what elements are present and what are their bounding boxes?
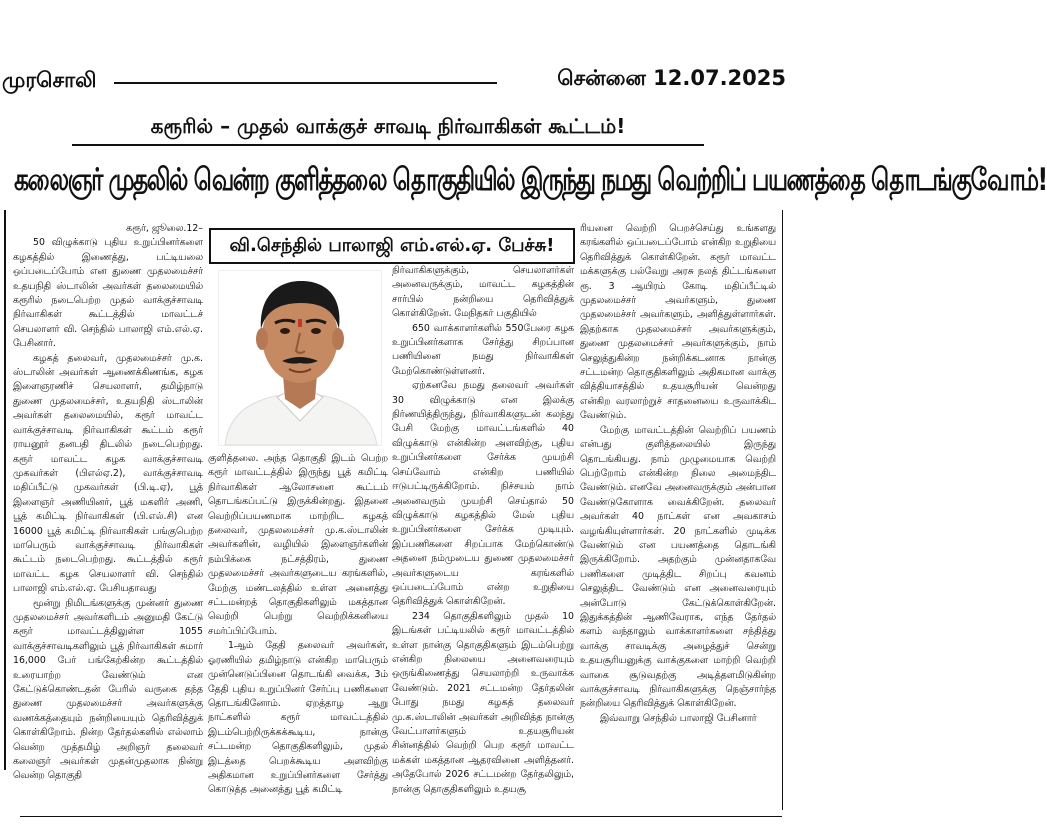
article-paragraph: 650 வாக்காளர்களில் 550பேரை கழக உறுப்பினர்களாக சேர்த்து சிறப்பான பணியினை நமது நிர்வாகிகள் மேற்கொண்டுள்ளனர். (392, 322, 574, 377)
article-column-3 (392, 264, 574, 824)
article-paragraph: கழகத் தலைவர், முதலமைச்சர் மு.க. ஸ்டாலின் அவர்கள் ஆணைக்கிணங்க, கழக இளைஞரணிச் செயலாளர், தமிழ்நாடு துணை முதலமைச்சர், உதயநிதி ஸ்டாலின் அவர்கள் தலைமையில், கரூர் மாவட்ட வாக்குச்சாவடி நிர்வாகிகள் கூட்டம் கரூர் ராயனூர் தனபதி திடலில் நடைபெற்றது. கரூர் மாவட்ட கழக வாக்குச்சாவடி முகவர்கள் (பிஎல்ஏ.2), வாக்குச்சாவடி மதிப்பீட்டு முகவர்கள் (பி.டி.ஏ), பூத் இளைஞர் அணியினர், பூத் மகளிர் அணி, பூத் கமிட்டி நிர்வாகிகள் (பி.எல்.சி) என 16000 பூத் கமிட்டி நிர்வாகிகள் பங்குபெற்ற மாபெரும் வாக்குச்சாவடி நிர்வாகிகள் கூட்டம் நடைபெற்றது. கூட்டத்தில் கரூர் மாவட்ட கழக செயலாளர் வி. செந்தில் பாலாஜி எம்.எல்.ஏ. பேசியதாவது (13, 352, 203, 595)
left-border-rule (4, 210, 6, 770)
masthead-city: சென்னை (557, 66, 646, 90)
masthead (0, 62, 800, 98)
article-column-4 (580, 222, 776, 820)
paper-name: முரசொலி (2, 68, 97, 92)
article-paragraph: நிர்வாகிகளுக்கும், செயலாளர்கள் அனைவருக்கும், மாவட்ட கழகத்தின் சார்பில் நன்றியை தெரிவித்துக் கொள்கிறேன். மேநிதகர் பகுதியில் (392, 265, 574, 320)
masthead-dateline (557, 66, 786, 93)
article-paragraph: ரியனை வெற்றி பெறச்செய்து உங்களது கரங்களில் ஒப்படைப்போம் என்கிற உறுதியை தெரிவித்துக் கொள்கிறேன். கரூர் மாவட்ட மக்களுக்கு பல்வேறு அரசு நலத் திட்டங்களை ரூ. 3 ஆயிரம் கோடி மதிப்பீட்டில் முதலமைச்சர் அவர்களும், துணை முதலமைச்சர் அவர்களும், அளித்துள்ளார்கள். இதற்காக முதலமைச்சர் அவர்களுக்கும், துணை முதலமைச்சர் அவர்களுக்கும், நாம் செலுத்துகின்ற நன்றிக்கடனாக நான்கு சட்டமன்ற தொகுதிகளிலும் அதிகமான வாக்கு வித்தியாசத்தில் உதயசூரியன் வென்றது என்கிற வரலாற்றுச் சாதனையை உருவாக்கிட வேண்டும். (580, 223, 776, 422)
portrait-illustration (219, 271, 381, 445)
article-paragraph: 50 விழுக்காடு புதிய உறுப்பினர்களை கழகத்தில் இணைத்து, பட்டியலை ஒப்படைப்போம் என துணை முதலமைச்சர் உதயநிதி ஸ்டாலின் அவர்கள் தலைமையில் கரூரில் நடைபெற்ற முதல் வாக்குச்சாவடி நிர்வாகிகள் கூட்டத்தில் மாவட்டச் செயலாளர் வி. செந்தில் பாலாஜி எம்.எல்.ஏ. பேசினார். (13, 237, 203, 350)
speaker-headline-box: வி.செந்தில் பாலாஜி எம்.எல்.ஏ. பேச்சு! (209, 228, 575, 264)
article-dateline: கரூர், ஜூலை.12– (126, 223, 203, 234)
article-paragraph: 234 தொகுதிகளிலும் முதல் 10 இடங்கள் பட்டியலில் கரூர் மாவட்டத்தில் உள்ள நான்கு தொகுதிகளும் இடம்பெற்று என்கிற நிலையை அனைவரையும் ஒருங்கிணைத்து செயலாற்றி உருவாக்க வேண்டும். 2021 சட்டமன்ற தேர்தலின் போது நமது கழகத் தலைவர் மு.க.ஸ்டாலின் அவர்கள் அறிவித்த நான்கு வேட்பாளர்களும் உதயசூரியன் சின்னத்தில் வெற்றி பெற கரூர் மாவட்ட மக்கள் மகத்தான ஆதரவினை அளித்தனர். அதேபோல் 2026 சட்டமன்ற தேர்தலிலும், நான்கு தொகுதிகளிலும் உதயசூ (392, 610, 574, 795)
article-paragraph: மூன்று நிமிடங்களுக்கு முன்னர் துணை முதலமைச்சர் அவர்களிடம் அனுமதி கேட்டு கரூர் மாவட்டத்திலுள்ள 1055 வாக்குச்சாவடிகளிலும் பூத் நிர்வாகிகள் சுமார் 16,000 பேர் பங்கேற்கின்ற கூட்டத்தில் உரையாற்ற வேண்டும் என கேட்டுக்கொண்டதன் பேரில் வருகை தந்த துணை முதலமைச்சர் அவர்களுக்கு வணக்கத்தையும் நன்றியையும் தெரிவித்துக் கொள்கிறோம். நின்ற தேர்தல்களில் எல்லாம் வென்ற முத்தமிழ் அறிஞர் தலைவர் கலைஞர் அவர்கள் முதன்முதலாக நின்று வென்ற தொகுதி (13, 597, 203, 782)
sub-headline: கரூரில் – முதல் வாக்குச் சாவடி நிர்வாகிகள் கூட்டம்! (150, 114, 626, 138)
bottom-rule (20, 816, 782, 817)
portrait-photo-icon (218, 270, 382, 446)
article-paragraph: 1ஆம் தேதி தலைவர் அவர்கள், ஓரணியில் தமிழ்நாடு என்கிற மாபெரும் முன்னெடுப்பினை தொடங்கி வைக்க, 3ம் தேதி புதிய உறுப்பினர் சேர்ப்பு பணிகளை தொடங்கினோம். ஏறத்தாழ ஆறு நாட்களில் கரூர் மாவட்டத்தில் இடம்பெற்றிருக்கக்கூடிய, நான்கு சட்டமன்ற தொகுதிகளிலும், முதல் இடத்தை பெறக்கூடிய அளவிற்கு அதிகமான உறுப்பினர்களை சேர்த்து கொடுத்த அனைத்து பூத் கமிட்டி (208, 640, 388, 796)
article-paragraph: ஏற்கனவே நமது தலைவர் அவர்கள் 30 விழுக்காடு என இலக்கு நிர்ணயித்திருந்து, நிர்வாகிகளுடன் கலந்து பேசி மேற்கு மாவட்டங்களில் 40 விழுக்காடு என்கின்ற அளவிற்கு, புதிய உறுப்பினர்களை சேர்க்க முயற்சி செய்வோம் என்கிற பணியில் ஈடுபட்டிருக்கிறோம். நிச்சயம் நாம் அனைவரும் முயற்சி செய்தால் 50 விழுக்காடு கழகத்தில் மேல் புதிய உறுப்பினர்களை சேர்க்க முடியும். இப்பணிகளை சிறப்பாக மேற்கொண்டு அதனை நம்முடைய துணை முதலமைச்சர் அவர்களுடைய கரங்களில் ஒப்படைப்போம் என்ற உறுதியை தெரிவித்துக் கொள்கிறேன். (392, 380, 574, 608)
sub-headline-wrap (72, 114, 704, 146)
main-headline: கலைஞர் முதலில் வென்ற குளித்தலை தொகுதியில் இருந்து நமது வெற்றிப் பயணத்தை தொடங்குவோம்! (14, 162, 1047, 198)
masthead-rule (114, 82, 497, 84)
article-paragraph: இவ்வாறு செந்தில் பாலாஜி பேசினார் (600, 712, 757, 724)
article-column-2 (208, 452, 388, 822)
article-column-1 (13, 222, 203, 820)
masthead-date: 12.07.2025 (653, 66, 786, 90)
right-border-rule (782, 210, 783, 810)
article-paragraph: மேற்கு மாவட்டத்தின் வெற்றிப் பயணம் என்பது குளித்தலையில் இருந்து தொடங்கியது. நாம் முழுமையாக வெற்றி பெற்றோம் என்கின்ற நிலை அமைந்திட வேண்டும். எனவே அனைவருக்கும் அன்பான வேண்டுகோளாக வைக்கிறேன். தலைவர் அவர்கள் 40 நாட்கள் என அவகாசம் வழங்கியுள்ளார்கள். 20 நாட்களில் முடிக்க வேண்டும் என பயணத்தை தொடங்கி இருக்கிறோம். அதற்கும் முன்னதாகவே பணிகளை முடித்திட சிறப்பு கவனம் செலுத்திட வேண்டும் என அனைவரையும் அன்போடு கேட்டுக்கொள்கிறேன். இதுக்கத்தின் ஆணிவேராக, எந்த தேர்தல் களம் வந்தாலும் வாக்காளர்களை சந்தித்து வாக்கு சாவடிக்கு அழைத்துச் சென்று உதயசூரியனுக்கு வாக்குகளை மாற்றி வெற்றி வாகை சூடுவதற்கு அடித்தளமிடுகின்ற வாக்குச்சாவடி நிர்வாகிகளுக்கு நெஞ்சார்ந்த நன்றியை தெரிவித்துக் கொள்கிறேன். (580, 424, 776, 710)
article-paragraph: குளித்தலை. அந்த தொகுதி இடம் பெற்ற கரூர் மாவட்டத்தில் இருந்து பூத் கமிட்டி நிர்வாகிகள் ஆலோசனை கூட்டம் தொடங்கப்பட்டு இருக்கின்றது. இதனை வெற்றிப்பயணமாக மாற்றிட கழகத் தலைவர், முதலமைச்சர் மு.க.ஸ்டாலின் அவர்களின், வழியில் இளைஞர்களின் நம்பிக்கை நட்சத்திரம், துணை முதலமைச்சர் அவர்களுடைய கரங்களில், மேற்கு மண்டலத்தில் உள்ள அனைத்து சட்டமன்றத் தொகுதிகளிலும் மகத்தான வெற்றி பெற்று வெற்றிக்கனியை சமர்ப்பிப்போம். (208, 453, 388, 637)
